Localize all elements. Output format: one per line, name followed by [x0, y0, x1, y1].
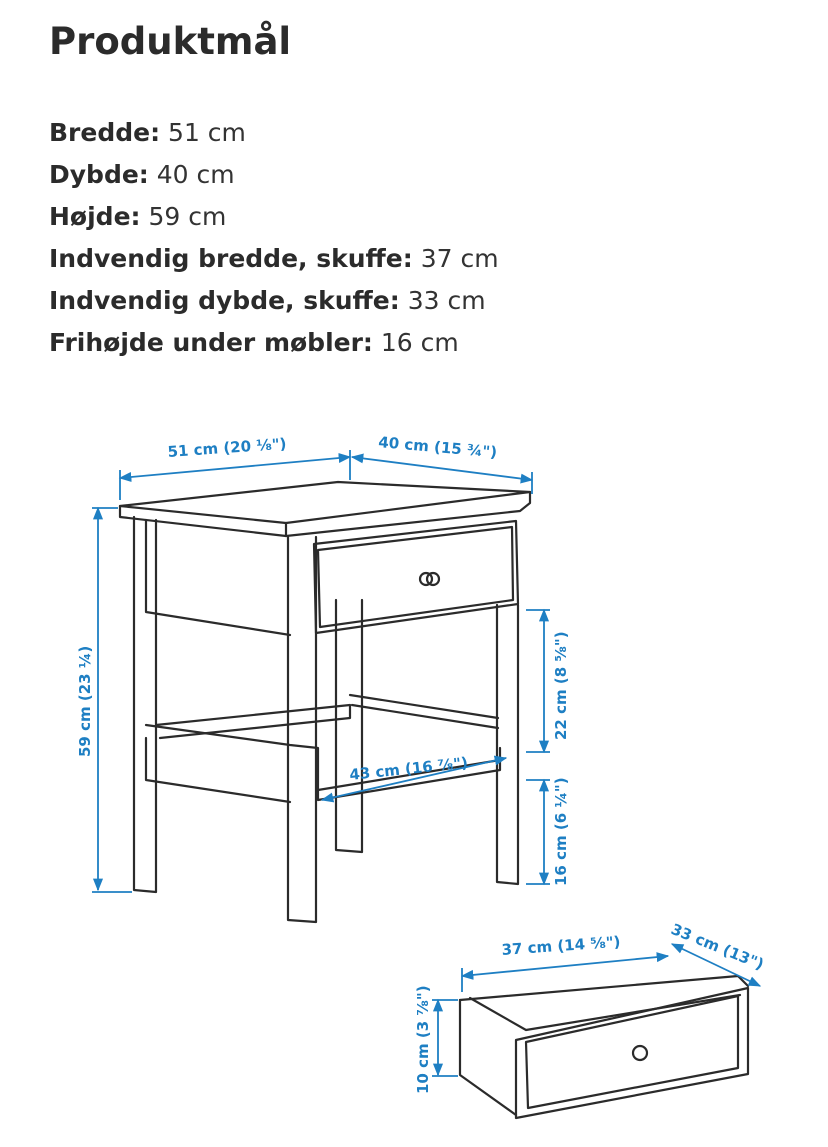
height-dim-label: 59 cm (23 ¼) [76, 645, 94, 757]
drawer-side-left [460, 1000, 516, 1115]
nightstand-drawing [120, 482, 530, 922]
back-shelf-rail-lower [352, 705, 498, 728]
drawer-dimensions [414, 920, 766, 1094]
drawer-depth-dim-label: 33 cm (13") [668, 920, 767, 974]
spec-label: Bredde: [49, 118, 161, 147]
spec-label: Frihøjde under møbler: [49, 328, 373, 357]
lower-side-rail [146, 738, 290, 802]
drawer-knob [633, 1046, 647, 1060]
depth-dim-line [352, 457, 532, 480]
clearance-dim-label: 16 cm (6 ¼") [552, 777, 570, 886]
shelf-width-dim-label: 43 cm (16 ⅞") [348, 753, 469, 784]
width-dim-line [120, 457, 350, 478]
leg-back-right [336, 600, 362, 852]
spec-label: Indvendig dybde, skuffe: [49, 286, 400, 315]
spec-value: 33 cm [407, 286, 486, 315]
spec-label: Højde: [49, 202, 141, 231]
drawer-opening-dim-label: 22 cm (8 ⅝") [552, 631, 570, 740]
drawer-front-inner [318, 527, 513, 627]
back-shelf-rail [350, 695, 498, 718]
leg-front-right [497, 605, 518, 884]
spec-label: Indvendig bredde, skuffe: [49, 244, 413, 273]
drawer-drawing [460, 976, 748, 1118]
drawer-width-dim-line [462, 956, 668, 976]
spec-label: Dybde: [49, 160, 149, 189]
spec-value: 37 cm [420, 244, 499, 273]
spec-value: 16 cm [380, 328, 459, 357]
page-title: Produktmål [49, 20, 292, 63]
spec-value: 59 cm [148, 202, 227, 231]
side-apron [146, 520, 290, 635]
spec-value: 40 cm [156, 160, 235, 189]
leg-front-corner [288, 537, 316, 922]
drawer-back-top [460, 976, 748, 1000]
width-dim-label: 51 cm (20 ⅛") [167, 434, 287, 461]
drawer-width-dim-label: 37 cm (14 ⅝") [501, 932, 621, 959]
shelf-back-edge [156, 705, 350, 738]
depth-dim-label: 40 cm (15 ¾") [377, 433, 498, 462]
spec-value: 51 cm [168, 118, 246, 147]
drawer-height-dim-label: 10 cm (3 ⅞") [414, 985, 432, 1094]
